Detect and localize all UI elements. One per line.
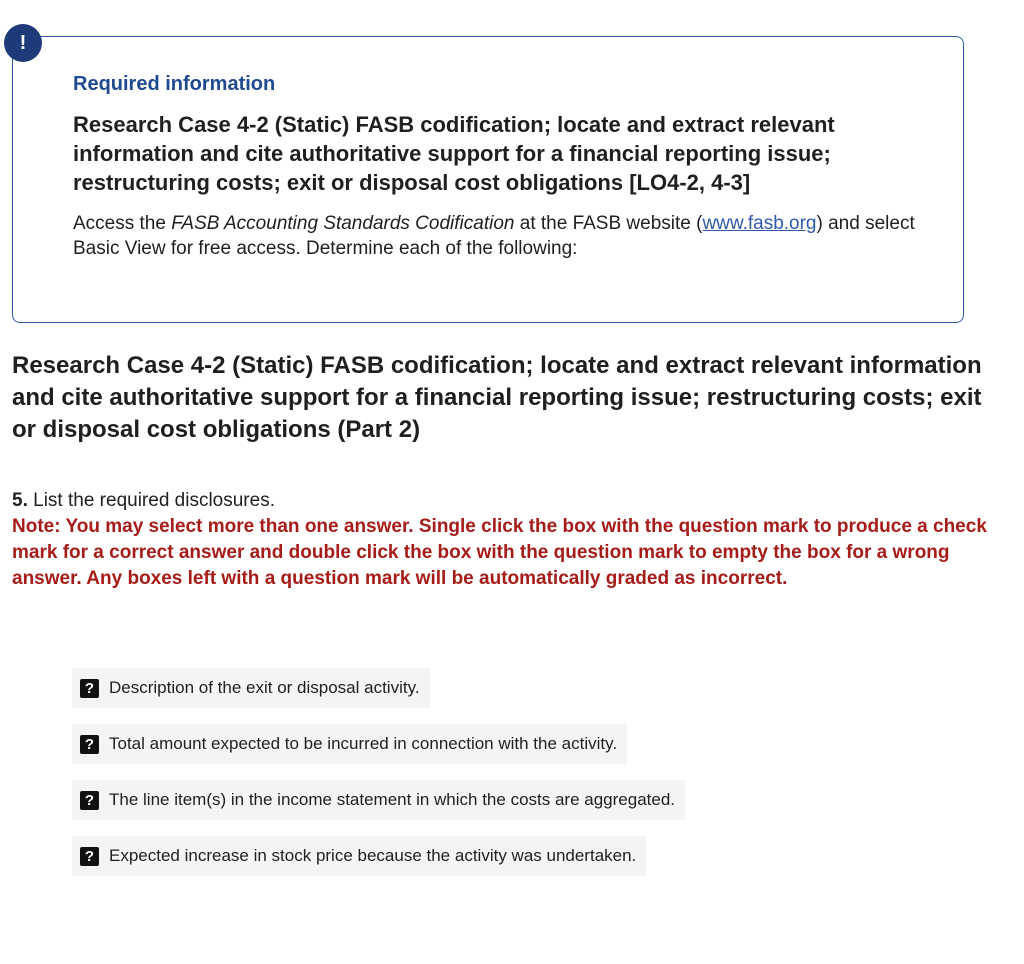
part-heading: Research Case 4-2 (Static) FASB codification; locate and extract relevant information and cite authoritative support for a financial reporting issue; restructuring costs; exit or disposal cost obligations (Part 2) xyxy=(12,352,982,443)
option-label: Total amount expected to be incurred in connection with the activity. xyxy=(109,734,618,753)
answer-option[interactable] xyxy=(72,836,646,876)
question-number: 5. xyxy=(12,490,28,511)
instructions-text xyxy=(73,211,923,261)
case-heading: Research Case 4-2 (Static) FASB codification; locate and extract relevant information and cite authoritative support for a financial reporting issue; restructuring costs; exit or disposal cost obligations [LO4-2, 4-3] xyxy=(73,112,835,195)
codification-title: FASB Accounting Standards Codification xyxy=(171,213,515,234)
instructions-suffix: ) and select Basic View for free access. Determine each of the following: xyxy=(73,213,915,259)
required-information-label: Required information xyxy=(73,73,276,95)
alert-icon: ! xyxy=(4,24,42,62)
instructions-prefix: Access the xyxy=(73,213,172,234)
option-label: Description of the exit or disposal activity. xyxy=(109,678,420,697)
question-mark-checkbox[interactable]: ? xyxy=(80,735,99,754)
question-mark-checkbox[interactable]: ? xyxy=(80,679,99,698)
answer-option[interactable] xyxy=(72,780,685,820)
question-text: List the required disclosures. xyxy=(27,490,275,511)
question-mark-checkbox[interactable]: ? xyxy=(80,847,99,866)
required-information-box xyxy=(12,36,964,323)
answer-option[interactable] xyxy=(72,668,430,708)
option-label: Expected increase in stock price because the activity was undertaken. xyxy=(109,846,637,865)
answer-options xyxy=(72,668,685,892)
answer-note: Note: You may select more than one answer. Single click the box with the question mark to produce a check mark for a correct answer and double click the box with the question mark to empty the box for a wrong answer. Any boxes left with a question mark will be automatically graded as incorrect. xyxy=(12,516,987,589)
answer-option[interactable] xyxy=(72,724,627,764)
option-label: The line item(s) in the income statement in which the costs are aggregated. xyxy=(109,790,676,809)
question-prompt xyxy=(12,488,1012,514)
question-mark-checkbox[interactable]: ? xyxy=(80,791,99,810)
fasb-website-link[interactable]: www.fasb.org xyxy=(702,213,817,234)
instructions-mid: at the FASB website ( xyxy=(514,213,703,234)
